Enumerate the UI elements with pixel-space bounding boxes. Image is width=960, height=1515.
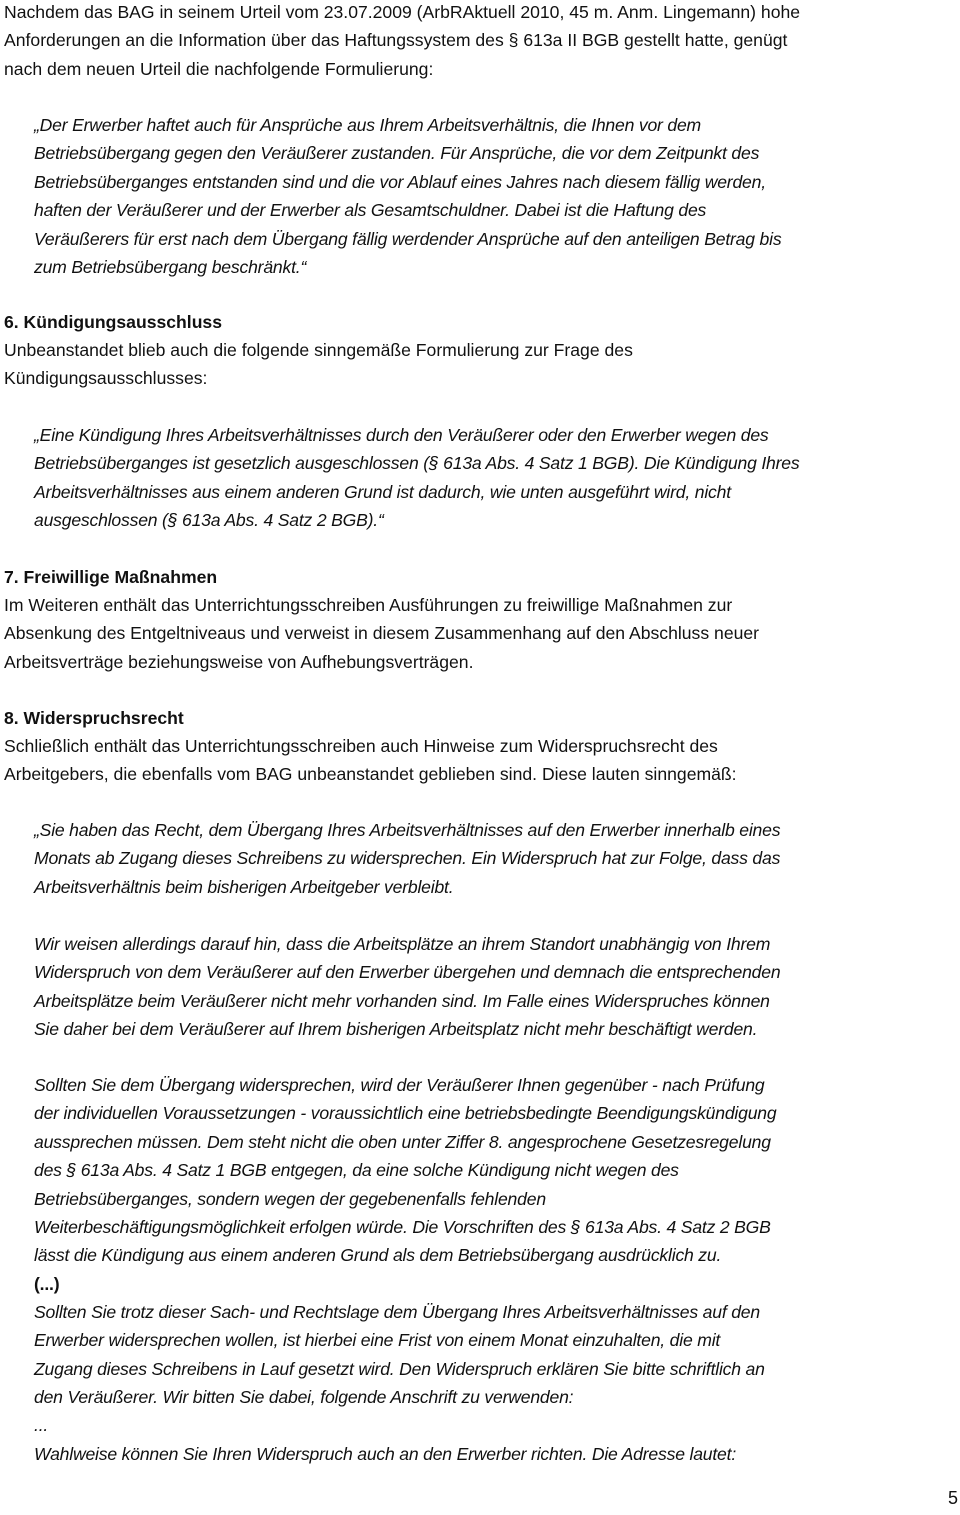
text-line: Widerspruch von dem Veräußerer auf den Erwerber übergehen und demnach die entsprechenden (34, 962, 781, 983)
text-line: Sie daher bei dem Veräußerer auf Ihrem bisherigen Arbeitsplatz nicht mehr beschäftigt werden. (34, 1019, 758, 1040)
text-line: „Eine Kündigung Ihres Arbeitsverhältnisses durch den Veräußerer oder den Erwerber wegen des (34, 425, 769, 445)
quoted-text (34, 930, 960, 1044)
text-line: nach dem neuen Urteil die nachfolgende Formulierung: (4, 58, 434, 79)
paragraph (4, 336, 960, 393)
text-line: „Sie haben das Recht, dem Übergang Ihres Arbeitsverhältnisses auf den Erwerber innerhalb eines (34, 820, 781, 840)
text-line: Anforderungen an die Information über das Haftungssystem des § 613a II BGB gestellt hatte, genügt (4, 30, 788, 51)
page-number: 5 (947, 1488, 958, 1508)
text-line: ausgeschlossen (§ 613a Abs. 4 Satz 2 BGB).“ (34, 510, 384, 531)
text-line: Schließlich enthält das Unterrichtungsschreiben auch Hinweise zum Widerspruchsrecht des (4, 736, 718, 756)
text-line: ... (34, 1415, 49, 1435)
quoted-text (34, 1440, 960, 1468)
quoted-text (34, 111, 960, 281)
text-line: Kündigungsausschlusses: (4, 368, 208, 389)
text-line: haften der Veräußerer und der Erwerber als Gesamtschuldner. Dabei ist die Haftung des (34, 200, 707, 221)
text-line: 8. Widerspruchsrecht (4, 708, 184, 728)
section-heading (4, 308, 960, 336)
text-line: Sollten Sie trotz dieser Sach- und Rechtslage dem Übergang Ihres Arbeitsverhältnisses auf den (34, 1302, 760, 1322)
text-line: Betriebsüberganges entstanden sind und die vor Ablauf eines Jahres nach diesem fällig werden, (34, 171, 766, 192)
text-line: Arbeitsplätze beim Veräußerer nicht mehr vorhanden sind. Im Falle eines Widerspruches können (34, 990, 770, 1011)
text-line: Betriebsüberganges, sondern wegen der gegebenenfalls fehlenden (34, 1188, 546, 1209)
text-line: Monats ab Zugang dieses Schreibens zu widersprechen. Ein Widerspruch hat zur Folge, dass das (34, 848, 781, 869)
text-line: Wahlweise können Sie Ihren Widerspruch auch an den Erwerber richten. Die Adresse lautet: (34, 1444, 737, 1464)
text-line: Arbeitgebers, die ebenfalls vom BAG unbeanstandet geblieben sind. Diese lauten sinngemäß: (4, 764, 737, 785)
omission-marker (34, 1270, 960, 1298)
text-line: lässt die Kündigung aus einem anderen Grund als dem Betriebsübergang ausdrücklich zu. (34, 1245, 722, 1266)
text-line: Unbeanstandet blieb auch die folgende sinngemäße Formulierung zur Frage des (4, 340, 633, 360)
text-line: zum Betriebsübergang beschränkt.“ (34, 257, 307, 278)
text-line: des § 613a Abs. 4 Satz 1 BGB entgegen, da eine solche Kündigung nicht wegen des (34, 1160, 679, 1181)
text-line: Absenkung des Entgeltniveaus und verweist in diesem Zusammenhang auf den Abschluss neuer (4, 623, 760, 644)
text-line: den Veräußerer. Wir bitten Sie dabei, folgende Anschrift zu verwenden: (34, 1387, 574, 1408)
text-line: Zugang dieses Schreibens in Lauf gesetzt wird. Den Widerspruch erklären Sie bitte schriftlich an (34, 1358, 765, 1379)
text-line: (...) (34, 1274, 60, 1294)
text-line: aussprechen müssen. Dem steht nicht die oben unter Ziffer 8. angesprochene Gesetzesregelung (34, 1131, 771, 1152)
text-line: Betriebsüberganges ist gesetzlich ausgeschlossen (§ 613a Abs. 4 Satz 1 BGB). Die Kündigung Ihres (34, 453, 800, 474)
text-line: 6. Kündigungsausschluss (4, 312, 223, 332)
section-heading (4, 704, 960, 732)
quoted-text (34, 1411, 960, 1439)
quoted-text (34, 1071, 960, 1270)
text-line: Veräußerers für erst nach dem Übergang fällig werdender Ansprüche auf den anteiligen Betrag bis (34, 228, 782, 249)
text-line: Erwerber widersprechen wollen, ist hierbei eine Frist von einem Monat einzuhalten, die mit (34, 1330, 721, 1351)
text-line: 7. Freiwillige Maßnahmen (4, 567, 218, 587)
text-line: Arbeitsverhältnisses aus einem anderen Grund ist dadurch, wie unten ausgeführt wird, nicht (34, 481, 731, 502)
text-line: der individuellen Voraussetzungen - voraussichtlich eine betriebsbedingte Beendigungskündigung (34, 1103, 777, 1124)
paragraph (4, 0, 960, 83)
text-line: Betriebsübergang gegen den Veräußerer zustanden. Für Ansprüche, die vor dem Zeitpunkt des (34, 143, 760, 164)
text-line: Arbeitsverhältnis beim bisherigen Arbeitgeber verbleibt. (34, 876, 454, 897)
text-line: Sollten Sie dem Übergang widersprechen, wird der Veräußerer Ihnen gegenüber - nach Prüfung (34, 1075, 765, 1095)
paragraph (4, 591, 960, 676)
text-line: Weiterbeschäftigungsmöglichkeit erfolgen würde. Die Vorschriften des § 613a Abs. 4 Satz 2 BGB (34, 1217, 771, 1238)
section-heading (4, 563, 960, 591)
text-line: Im Weiteren enthält das Unterrichtungsschreiben Ausführungen zu freiwillige Maßnahmen zur (4, 595, 733, 615)
paragraph (4, 732, 960, 789)
text-line: Nachdem das BAG in seinem Urteil vom 23.07.2009 (ArbRAktuell 2010, 45 m. Anm. Lingemann) hohe (4, 2, 801, 22)
text-line: „Der Erwerber haftet auch für Ansprüche aus Ihrem Arbeitsverhältnis, die Ihnen vor dem (34, 115, 701, 135)
quoted-text (34, 816, 960, 901)
quoted-text (34, 1298, 960, 1412)
text-line: Wir weisen allerdings darauf hin, dass die Arbeitsplätze an ihrem Standort unabhängig von Ihrem (34, 934, 771, 954)
text-line: Arbeitsverträge beziehungsweise von Aufhebungsverträgen. (4, 651, 474, 672)
quoted-text (34, 421, 960, 535)
